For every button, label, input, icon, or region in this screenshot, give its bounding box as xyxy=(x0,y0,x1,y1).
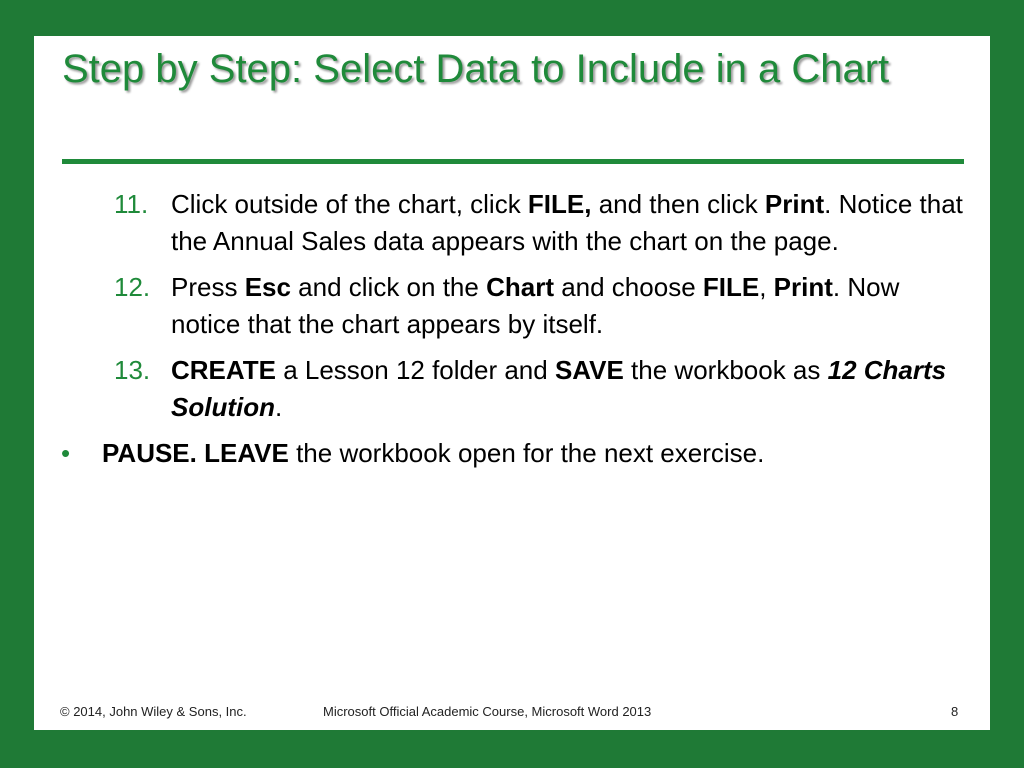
step-text xyxy=(171,189,963,256)
step-number: 12. xyxy=(114,272,151,302)
text-segment: FILE, xyxy=(527,189,592,219)
step-number: 11. xyxy=(114,189,149,219)
text-segment: FILE xyxy=(702,272,760,302)
text-segment: Print xyxy=(773,272,833,302)
text-segment: and then click xyxy=(591,189,765,219)
footer-copyright: © 2014, John Wiley & Sons, Inc. xyxy=(60,704,247,719)
text-segment: SAVE xyxy=(554,355,624,385)
footer-course: Microsoft Official Academic Course, Microsoft Word 2013 xyxy=(323,704,652,719)
text-segment: and choose xyxy=(553,272,703,302)
text-segment: PAUSE. LEAVE xyxy=(102,438,289,468)
text-segment: . Notice that the Annual Sales data appears with the chart on the page. xyxy=(171,189,963,256)
text-segment: Click outside of the chart, click xyxy=(171,189,528,219)
text-segment: the workbook open for the next exercise. xyxy=(288,438,765,468)
text-segment: Chart xyxy=(486,272,554,302)
text-segment: and click on the xyxy=(290,272,487,302)
bullet-text xyxy=(102,438,764,468)
step-text xyxy=(171,272,899,339)
text-segment: Press xyxy=(171,272,245,302)
slide-title: Step by Step: Select Data to Include in a Chart xyxy=(62,47,890,91)
step-item xyxy=(34,352,990,426)
text-segment: 12 Charts Solution xyxy=(171,355,947,422)
page-number: 8 xyxy=(951,704,959,719)
text-segment: a Lesson 12 folder and xyxy=(275,355,555,385)
text-segment: Esc xyxy=(244,272,291,302)
bullet-item xyxy=(34,435,990,472)
text-segment: the workbook as xyxy=(623,355,828,385)
text-segment: Print xyxy=(764,189,825,219)
text-segment: . Now notice that the chart appears by itself. xyxy=(171,272,900,339)
bullet-symbol: • xyxy=(61,438,71,468)
step-item xyxy=(34,186,990,260)
step-text xyxy=(171,355,946,422)
step-list xyxy=(34,186,990,472)
text-segment: , xyxy=(759,272,774,302)
title-underline xyxy=(62,159,964,164)
step-item xyxy=(34,269,990,343)
text-segment: . xyxy=(274,392,283,422)
slide xyxy=(34,36,990,730)
text-segment: CREATE xyxy=(171,355,276,385)
step-number: 13. xyxy=(114,355,151,385)
